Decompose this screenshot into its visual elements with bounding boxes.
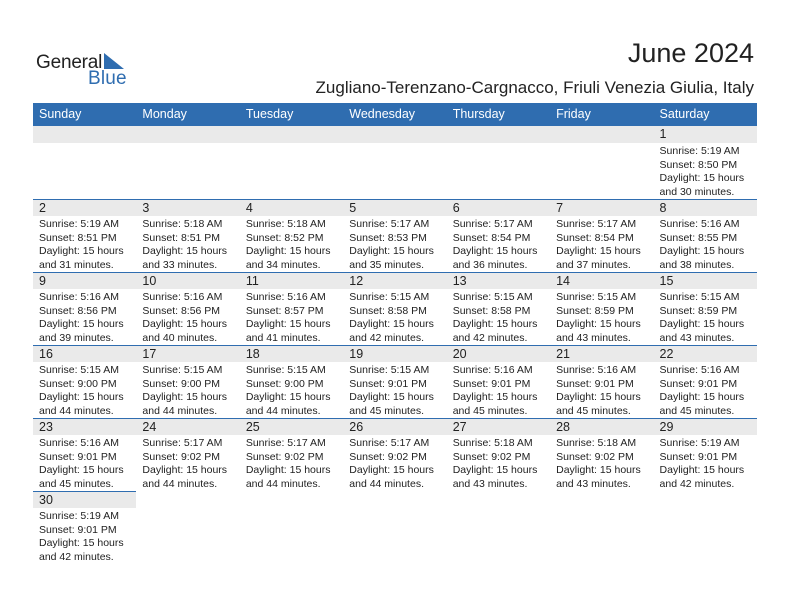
daylight-text: and 44 minutes. bbox=[245, 477, 321, 490]
day-cell bbox=[550, 199, 653, 272]
sunrise-text: Sunrise: 5:16 AM bbox=[39, 291, 119, 303]
day-cell bbox=[240, 199, 343, 272]
day-number: 5 bbox=[343, 199, 446, 216]
week-row bbox=[33, 418, 757, 491]
sunrise-text: Sunrise: 5:17 AM bbox=[142, 437, 223, 449]
day-number: 23 bbox=[33, 418, 136, 435]
day-cell bbox=[240, 272, 343, 345]
day-number: 18 bbox=[240, 345, 343, 362]
logo-blue-text: Blue bbox=[88, 68, 127, 89]
logo bbox=[36, 50, 136, 90]
week-row bbox=[33, 272, 757, 345]
daylight-text: and 41 minutes. bbox=[245, 331, 321, 344]
sunset-text: Sunset: 8:57 PM bbox=[245, 304, 324, 317]
sunset-text: Sunset: 8:53 PM bbox=[349, 231, 427, 244]
day-info bbox=[33, 216, 136, 272]
day-info bbox=[343, 289, 446, 345]
day-cell bbox=[240, 418, 343, 491]
daylight-text: Daylight: 15 hours bbox=[39, 464, 124, 476]
day-number: 25 bbox=[240, 418, 343, 435]
sunset-text: Sunset: 9:01 PM bbox=[659, 450, 738, 463]
day-cell bbox=[550, 345, 653, 418]
day-cell bbox=[136, 199, 239, 272]
sunset-text: Sunset: 9:01 PM bbox=[659, 377, 738, 390]
day-cell bbox=[654, 418, 757, 491]
day-cell bbox=[343, 418, 446, 491]
empty-day-cell bbox=[343, 491, 446, 564]
sunset-text: Sunset: 9:00 PM bbox=[39, 377, 117, 390]
day-number: 29 bbox=[654, 418, 757, 435]
day-cell bbox=[447, 272, 550, 345]
sunset-text: Sunset: 9:02 PM bbox=[349, 450, 427, 463]
empty-day-cell bbox=[447, 126, 550, 199]
day-number: 21 bbox=[550, 345, 653, 362]
daylight-text: Daylight: 15 hours bbox=[39, 318, 124, 330]
weekday-monday: Monday bbox=[142, 107, 187, 121]
daylight-text: and 44 minutes. bbox=[349, 477, 424, 490]
day-number: 13 bbox=[447, 272, 550, 289]
daylight-text: and 37 minutes. bbox=[556, 258, 631, 271]
day-number: 4 bbox=[240, 199, 343, 216]
daylight-text: Daylight: 15 hours bbox=[39, 245, 124, 257]
day-info bbox=[343, 216, 446, 272]
week-row bbox=[33, 199, 757, 272]
weekday-wednesday: Wednesday bbox=[349, 107, 416, 121]
day-number: 30 bbox=[33, 491, 136, 508]
day-cell bbox=[136, 418, 239, 491]
daylight-text: Daylight: 15 hours bbox=[556, 245, 641, 257]
sunrise-text: Sunrise: 5:19 AM bbox=[659, 145, 740, 157]
day-number: 20 bbox=[447, 345, 550, 362]
day-cell bbox=[33, 418, 136, 491]
sunset-text: Sunset: 8:59 PM bbox=[659, 304, 738, 317]
day-info bbox=[343, 435, 446, 491]
day-cell bbox=[654, 272, 757, 345]
empty-day-cell bbox=[550, 491, 653, 564]
daylight-text: and 44 minutes. bbox=[142, 477, 218, 490]
day-cell bbox=[33, 345, 136, 418]
daylight-text: Daylight: 15 hours bbox=[452, 391, 538, 403]
day-number bbox=[550, 126, 653, 143]
sunrise-text: Sunrise: 5:15 AM bbox=[349, 364, 430, 376]
daylight-text: Daylight: 15 hours bbox=[245, 464, 331, 476]
daylight-text: Daylight: 15 hours bbox=[556, 318, 641, 330]
daylight-text: Daylight: 15 hours bbox=[452, 245, 538, 257]
daylight-text: and 36 minutes. bbox=[452, 258, 528, 271]
day-number: 6 bbox=[447, 199, 550, 216]
daylight-text: and 43 minutes. bbox=[556, 331, 631, 344]
sunrise-text: Sunrise: 5:16 AM bbox=[452, 364, 533, 376]
day-cell bbox=[654, 126, 757, 199]
sunrise-text: Sunrise: 5:17 AM bbox=[556, 218, 637, 230]
day-info bbox=[240, 216, 343, 272]
daylight-text: and 45 minutes. bbox=[39, 477, 114, 490]
calendar bbox=[33, 103, 757, 564]
daylight-text: Daylight: 15 hours bbox=[659, 391, 745, 403]
day-info bbox=[654, 362, 757, 418]
daylight-text: and 34 minutes. bbox=[245, 258, 321, 271]
sunset-text: Sunset: 8:58 PM bbox=[452, 304, 531, 317]
daylight-text: Daylight: 15 hours bbox=[142, 245, 228, 257]
weekday-tuesday: Tuesday bbox=[245, 107, 294, 121]
daylight-text: and 44 minutes. bbox=[39, 404, 114, 417]
sunset-text: Sunset: 8:54 PM bbox=[452, 231, 531, 244]
sunrise-text: Sunrise: 5:18 AM bbox=[556, 437, 637, 449]
daylight-text: Daylight: 15 hours bbox=[349, 245, 434, 257]
day-number bbox=[654, 491, 757, 508]
day-info bbox=[33, 362, 136, 418]
daylight-text: and 45 minutes. bbox=[556, 404, 631, 417]
day-info bbox=[240, 435, 343, 491]
daylight-text: and 42 minutes. bbox=[659, 477, 735, 490]
day-cell bbox=[550, 272, 653, 345]
sunset-text: Sunset: 8:52 PM bbox=[245, 231, 324, 244]
day-info bbox=[33, 289, 136, 345]
day-info bbox=[136, 362, 239, 418]
daylight-text: and 40 minutes. bbox=[142, 331, 218, 344]
day-cell bbox=[343, 345, 446, 418]
day-info bbox=[33, 508, 136, 564]
day-info bbox=[240, 289, 343, 345]
day-number bbox=[343, 491, 446, 508]
daylight-text: Daylight: 15 hours bbox=[245, 245, 331, 257]
daylight-text: and 43 minutes. bbox=[556, 477, 631, 490]
daylight-text: Daylight: 15 hours bbox=[452, 464, 538, 476]
day-info bbox=[550, 216, 653, 272]
empty-day-cell bbox=[136, 126, 239, 199]
week-row bbox=[33, 491, 757, 564]
sunrise-text: Sunrise: 5:17 AM bbox=[245, 437, 326, 449]
daylight-text: Daylight: 15 hours bbox=[142, 391, 228, 403]
day-number: 17 bbox=[136, 345, 239, 362]
day-number bbox=[136, 491, 239, 508]
sunrise-text: Sunrise: 5:18 AM bbox=[452, 437, 533, 449]
daylight-text: Daylight: 15 hours bbox=[39, 391, 124, 403]
daylight-text: Daylight: 15 hours bbox=[659, 245, 745, 257]
day-info bbox=[447, 216, 550, 272]
day-number: 1 bbox=[654, 126, 757, 143]
sunset-text: Sunset: 8:56 PM bbox=[142, 304, 221, 317]
empty-day-cell bbox=[136, 491, 239, 564]
empty-day-cell bbox=[447, 491, 550, 564]
sunset-text: Sunset: 9:00 PM bbox=[245, 377, 324, 390]
daylight-text: Daylight: 15 hours bbox=[349, 391, 434, 403]
daylight-text: Daylight: 15 hours bbox=[659, 172, 745, 184]
sunrise-text: Sunrise: 5:16 AM bbox=[659, 218, 740, 230]
daylight-text: and 42 minutes. bbox=[452, 331, 528, 344]
day-number: 12 bbox=[343, 272, 446, 289]
weekday-sunday: Sunday bbox=[39, 107, 82, 121]
page-title: June 2024 bbox=[627, 38, 754, 68]
day-number: 9 bbox=[33, 272, 136, 289]
daylight-text: Daylight: 15 hours bbox=[142, 464, 228, 476]
day-info bbox=[447, 362, 550, 418]
day-cell bbox=[343, 272, 446, 345]
sunrise-text: Sunrise: 5:15 AM bbox=[245, 364, 326, 376]
sunset-text: Sunset: 9:02 PM bbox=[452, 450, 531, 463]
day-number bbox=[550, 491, 653, 508]
weekday-header bbox=[33, 103, 757, 126]
empty-day-cell bbox=[343, 126, 446, 199]
daylight-text: Daylight: 15 hours bbox=[245, 318, 331, 330]
day-number: 26 bbox=[343, 418, 446, 435]
daylight-text: and 44 minutes. bbox=[245, 404, 321, 417]
sunrise-text: Sunrise: 5:16 AM bbox=[556, 364, 637, 376]
sunrise-text: Sunrise: 5:15 AM bbox=[556, 291, 637, 303]
weekday-thursday: Thursday bbox=[452, 107, 505, 121]
day-cell bbox=[33, 491, 136, 564]
daylight-text: and 39 minutes. bbox=[39, 331, 114, 344]
sunrise-text: Sunrise: 5:19 AM bbox=[659, 437, 740, 449]
sunset-text: Sunset: 9:02 PM bbox=[556, 450, 634, 463]
day-info bbox=[654, 435, 757, 491]
day-number bbox=[240, 126, 343, 143]
day-cell bbox=[654, 199, 757, 272]
empty-day-cell bbox=[33, 126, 136, 199]
weekday-friday: Friday bbox=[556, 107, 591, 121]
day-info bbox=[654, 143, 757, 199]
day-number: 22 bbox=[654, 345, 757, 362]
sunrise-text: Sunrise: 5:16 AM bbox=[39, 437, 119, 449]
daylight-text: and 42 minutes. bbox=[349, 331, 424, 344]
day-number: 2 bbox=[33, 199, 136, 216]
sunrise-text: Sunrise: 5:18 AM bbox=[142, 218, 223, 230]
day-cell bbox=[136, 345, 239, 418]
day-cell bbox=[447, 345, 550, 418]
sunset-text: Sunset: 8:54 PM bbox=[556, 231, 634, 244]
empty-day-cell bbox=[240, 126, 343, 199]
day-number: 15 bbox=[654, 272, 757, 289]
day-cell bbox=[240, 345, 343, 418]
day-cell bbox=[550, 418, 653, 491]
sunrise-text: Sunrise: 5:15 AM bbox=[659, 291, 740, 303]
day-cell bbox=[33, 199, 136, 272]
day-number: 3 bbox=[136, 199, 239, 216]
day-number: 10 bbox=[136, 272, 239, 289]
daylight-text: and 45 minutes. bbox=[659, 404, 735, 417]
daylight-text: Daylight: 15 hours bbox=[349, 318, 434, 330]
day-info bbox=[654, 289, 757, 345]
sunset-text: Sunset: 9:02 PM bbox=[142, 450, 221, 463]
day-number: 24 bbox=[136, 418, 239, 435]
daylight-text: and 45 minutes. bbox=[349, 404, 424, 417]
sunset-text: Sunset: 9:00 PM bbox=[142, 377, 221, 390]
location-subtitle: Zugliano-Terenzano-Cargnacco, Friuli Venezia Giulia, Italy bbox=[315, 78, 754, 97]
sunrise-text: Sunrise: 5:15 AM bbox=[142, 364, 223, 376]
daylight-text: and 38 minutes. bbox=[659, 258, 735, 271]
day-cell bbox=[343, 199, 446, 272]
sunset-text: Sunset: 8:50 PM bbox=[659, 158, 738, 171]
calendar-body bbox=[33, 126, 757, 564]
daylight-text: and 42 minutes. bbox=[39, 550, 114, 563]
logo-general-text: General bbox=[36, 52, 103, 73]
empty-day-cell bbox=[240, 491, 343, 564]
week-row bbox=[33, 126, 757, 199]
daylight-text: and 35 minutes. bbox=[349, 258, 424, 271]
sunrise-text: Sunrise: 5:15 AM bbox=[452, 291, 533, 303]
daylight-text: and 43 minutes. bbox=[659, 331, 735, 344]
logo-triangle-icon bbox=[104, 53, 124, 69]
day-info bbox=[136, 435, 239, 491]
day-number: 7 bbox=[550, 199, 653, 216]
day-number bbox=[447, 126, 550, 143]
sunrise-text: Sunrise: 5:17 AM bbox=[452, 218, 533, 230]
day-info bbox=[343, 362, 446, 418]
day-number: 16 bbox=[33, 345, 136, 362]
day-cell bbox=[654, 345, 757, 418]
day-number: 8 bbox=[654, 199, 757, 216]
day-info bbox=[550, 435, 653, 491]
day-number bbox=[33, 126, 136, 143]
day-info bbox=[33, 435, 136, 491]
day-number: 14 bbox=[550, 272, 653, 289]
day-info bbox=[240, 362, 343, 418]
sunset-text: Sunset: 9:02 PM bbox=[245, 450, 324, 463]
sunrise-text: Sunrise: 5:16 AM bbox=[142, 291, 223, 303]
weekday-saturday: Saturday bbox=[659, 107, 710, 121]
sunrise-text: Sunrise: 5:17 AM bbox=[349, 437, 430, 449]
day-number bbox=[447, 491, 550, 508]
day-cell bbox=[33, 272, 136, 345]
day-number bbox=[136, 126, 239, 143]
daylight-text: and 43 minutes. bbox=[452, 477, 528, 490]
sunset-text: Sunset: 9:01 PM bbox=[452, 377, 531, 390]
daylight-text: Daylight: 15 hours bbox=[39, 537, 124, 549]
sunrise-text: Sunrise: 5:19 AM bbox=[39, 218, 119, 230]
daylight-text: Daylight: 15 hours bbox=[142, 318, 228, 330]
day-info bbox=[447, 435, 550, 491]
daylight-text: and 33 minutes. bbox=[142, 258, 218, 271]
sunrise-text: Sunrise: 5:16 AM bbox=[245, 291, 326, 303]
daylight-text: and 45 minutes. bbox=[452, 404, 528, 417]
day-cell bbox=[447, 199, 550, 272]
daylight-text: Daylight: 15 hours bbox=[349, 464, 434, 476]
sunset-text: Sunset: 8:51 PM bbox=[142, 231, 221, 244]
daylight-text: Daylight: 15 hours bbox=[556, 391, 641, 403]
sunrise-text: Sunrise: 5:16 AM bbox=[659, 364, 740, 376]
sunrise-text: Sunrise: 5:19 AM bbox=[39, 510, 119, 522]
sunrise-text: Sunrise: 5:15 AM bbox=[39, 364, 119, 376]
day-info bbox=[654, 216, 757, 272]
sunset-text: Sunset: 8:51 PM bbox=[39, 231, 117, 244]
sunset-text: Sunset: 8:58 PM bbox=[349, 304, 427, 317]
sunset-text: Sunset: 8:59 PM bbox=[556, 304, 634, 317]
day-number: 27 bbox=[447, 418, 550, 435]
day-cell bbox=[136, 272, 239, 345]
day-info bbox=[447, 289, 550, 345]
sunset-text: Sunset: 9:01 PM bbox=[39, 523, 117, 536]
sunset-text: Sunset: 8:56 PM bbox=[39, 304, 117, 317]
day-info bbox=[136, 289, 239, 345]
sunset-text: Sunset: 9:01 PM bbox=[39, 450, 117, 463]
day-number: 28 bbox=[550, 418, 653, 435]
daylight-text: Daylight: 15 hours bbox=[245, 391, 331, 403]
daylight-text: and 44 minutes. bbox=[142, 404, 218, 417]
sunset-text: Sunset: 9:01 PM bbox=[349, 377, 427, 390]
daylight-text: and 30 minutes. bbox=[659, 185, 735, 198]
sunset-text: Sunset: 8:55 PM bbox=[659, 231, 738, 244]
day-number: 11 bbox=[240, 272, 343, 289]
sunset-text: Sunset: 9:01 PM bbox=[556, 377, 634, 390]
day-number bbox=[240, 491, 343, 508]
sunrise-text: Sunrise: 5:15 AM bbox=[349, 291, 430, 303]
daylight-text: Daylight: 15 hours bbox=[452, 318, 538, 330]
day-info bbox=[550, 362, 653, 418]
day-number: 19 bbox=[343, 345, 446, 362]
empty-day-cell bbox=[654, 491, 757, 564]
daylight-text: Daylight: 15 hours bbox=[659, 318, 745, 330]
day-info bbox=[550, 289, 653, 345]
day-number bbox=[343, 126, 446, 143]
sunrise-text: Sunrise: 5:17 AM bbox=[349, 218, 430, 230]
daylight-text: Daylight: 15 hours bbox=[556, 464, 641, 476]
week-row bbox=[33, 345, 757, 418]
sunrise-text: Sunrise: 5:18 AM bbox=[245, 218, 326, 230]
day-cell bbox=[447, 418, 550, 491]
day-info bbox=[136, 216, 239, 272]
daylight-text: Daylight: 15 hours bbox=[659, 464, 745, 476]
empty-day-cell bbox=[550, 126, 653, 199]
daylight-text: and 31 minutes. bbox=[39, 258, 114, 271]
